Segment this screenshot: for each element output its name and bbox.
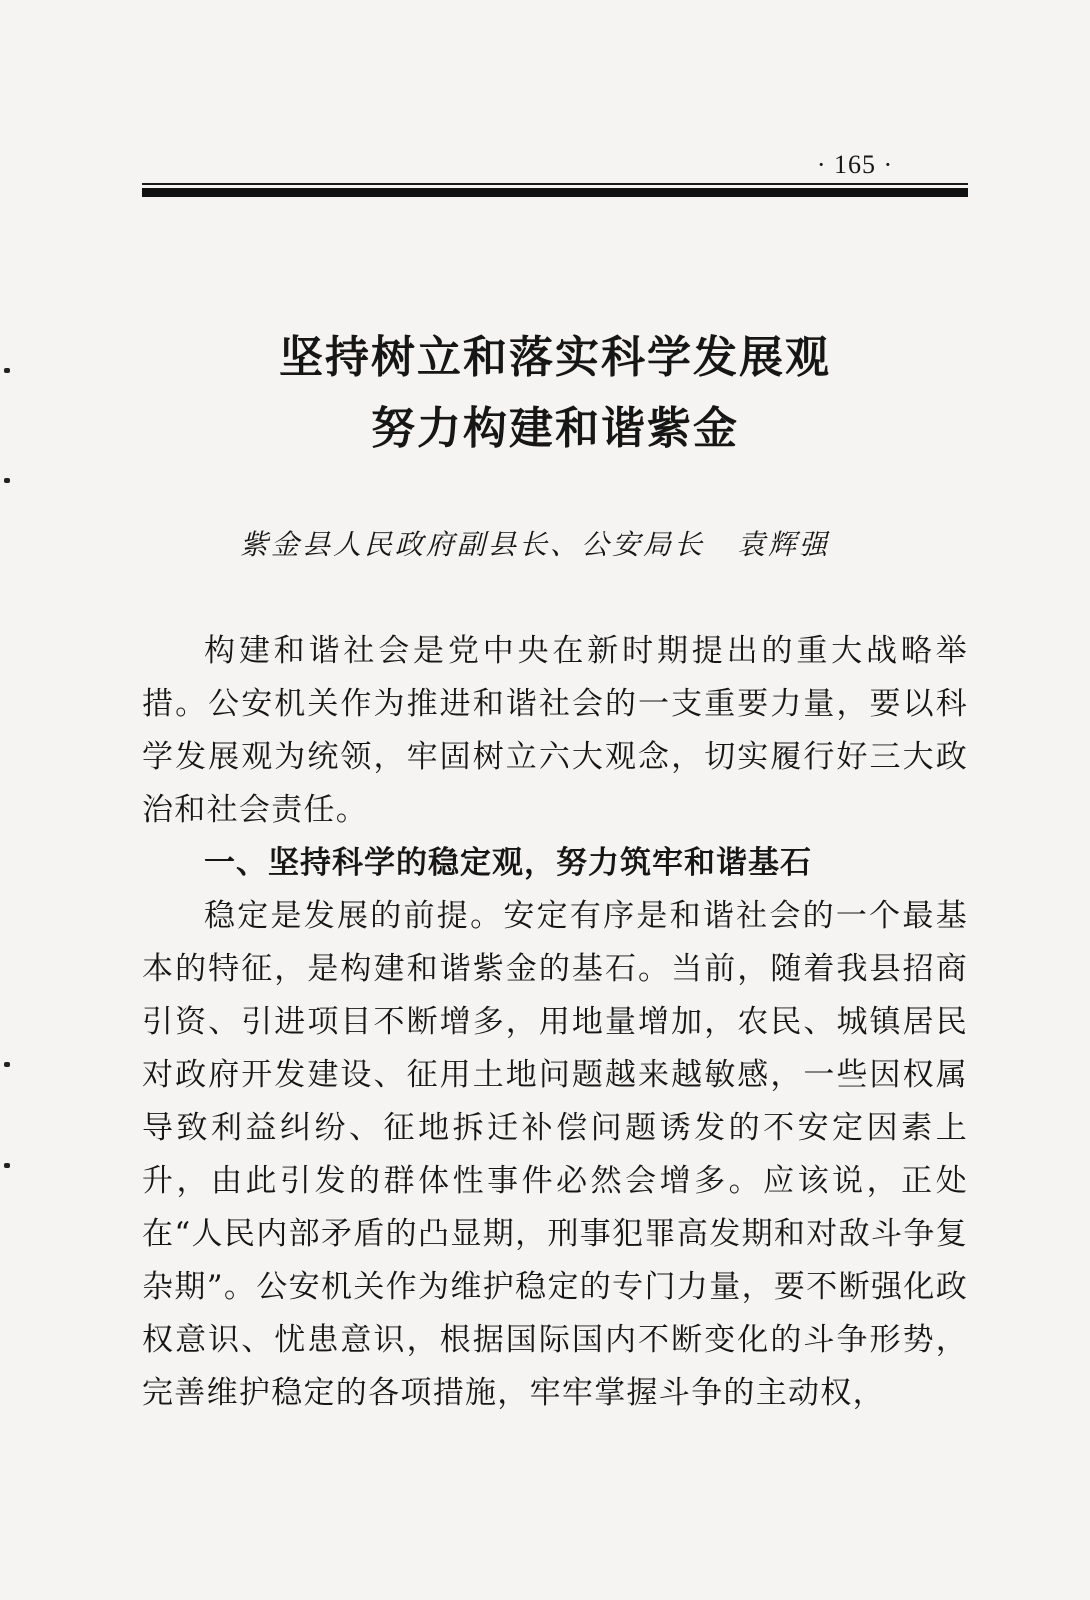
header-rule-thin: [142, 183, 968, 185]
scan-mark: [4, 368, 10, 373]
paragraph-section-1: 稳定是发展的前提。安定有序是和谐社会的一个最基本的特征，是构建和谐紫金的基石。当前，随着我县招商引资、引进项目不断增多，用地量增加，农民、城镇居民对政府开发建设、征用土地问题越来越敏感，一些因权属导致利益纠纷、征地拆迁补偿问题诱发的不安定因素上升，由此引发的群体性事件必然会增多。应该说，正处在“人民内部矛盾的凸显期，刑事犯罪高发期和对敌斗争复杂期”。公安机关作为维护稳定的专门力量，要不断强化政权意识、忧患意识，根据国际国内不断变化的斗争形势，完善维护稳定的各项措施，牢牢掌握斗争的主动权，: [142, 898, 968, 1411]
article-body: [142, 625, 968, 1420]
paragraph-intro: 构建和谐社会是党中央在新时期提出的重大战略举措。公安机关作为推进和谐社会的一支重要力量，要以科学发展观为统领，牢固树立六大观念，切实履行好三大政治和社会责任。: [142, 633, 968, 828]
scan-mark: [4, 1062, 10, 1067]
author-role: 紫金县人民政府副县长、公安局长: [240, 528, 706, 561]
scan-mark: [4, 1163, 10, 1168]
page-number: · 165 ·: [816, 150, 894, 179]
header-rule-thick: [142, 188, 968, 197]
article-title-line-2: 努力构建和谐紫金: [371, 403, 739, 454]
section-heading-1: 一、坚持科学的稳定观，努力筑牢和谐基石: [204, 845, 812, 881]
byline: [240, 523, 830, 563]
scan-mark: [4, 478, 10, 483]
article-title-line-1: 坚持树立和落实科学发展观: [279, 332, 831, 383]
author-name: 袁辉强: [737, 528, 831, 561]
